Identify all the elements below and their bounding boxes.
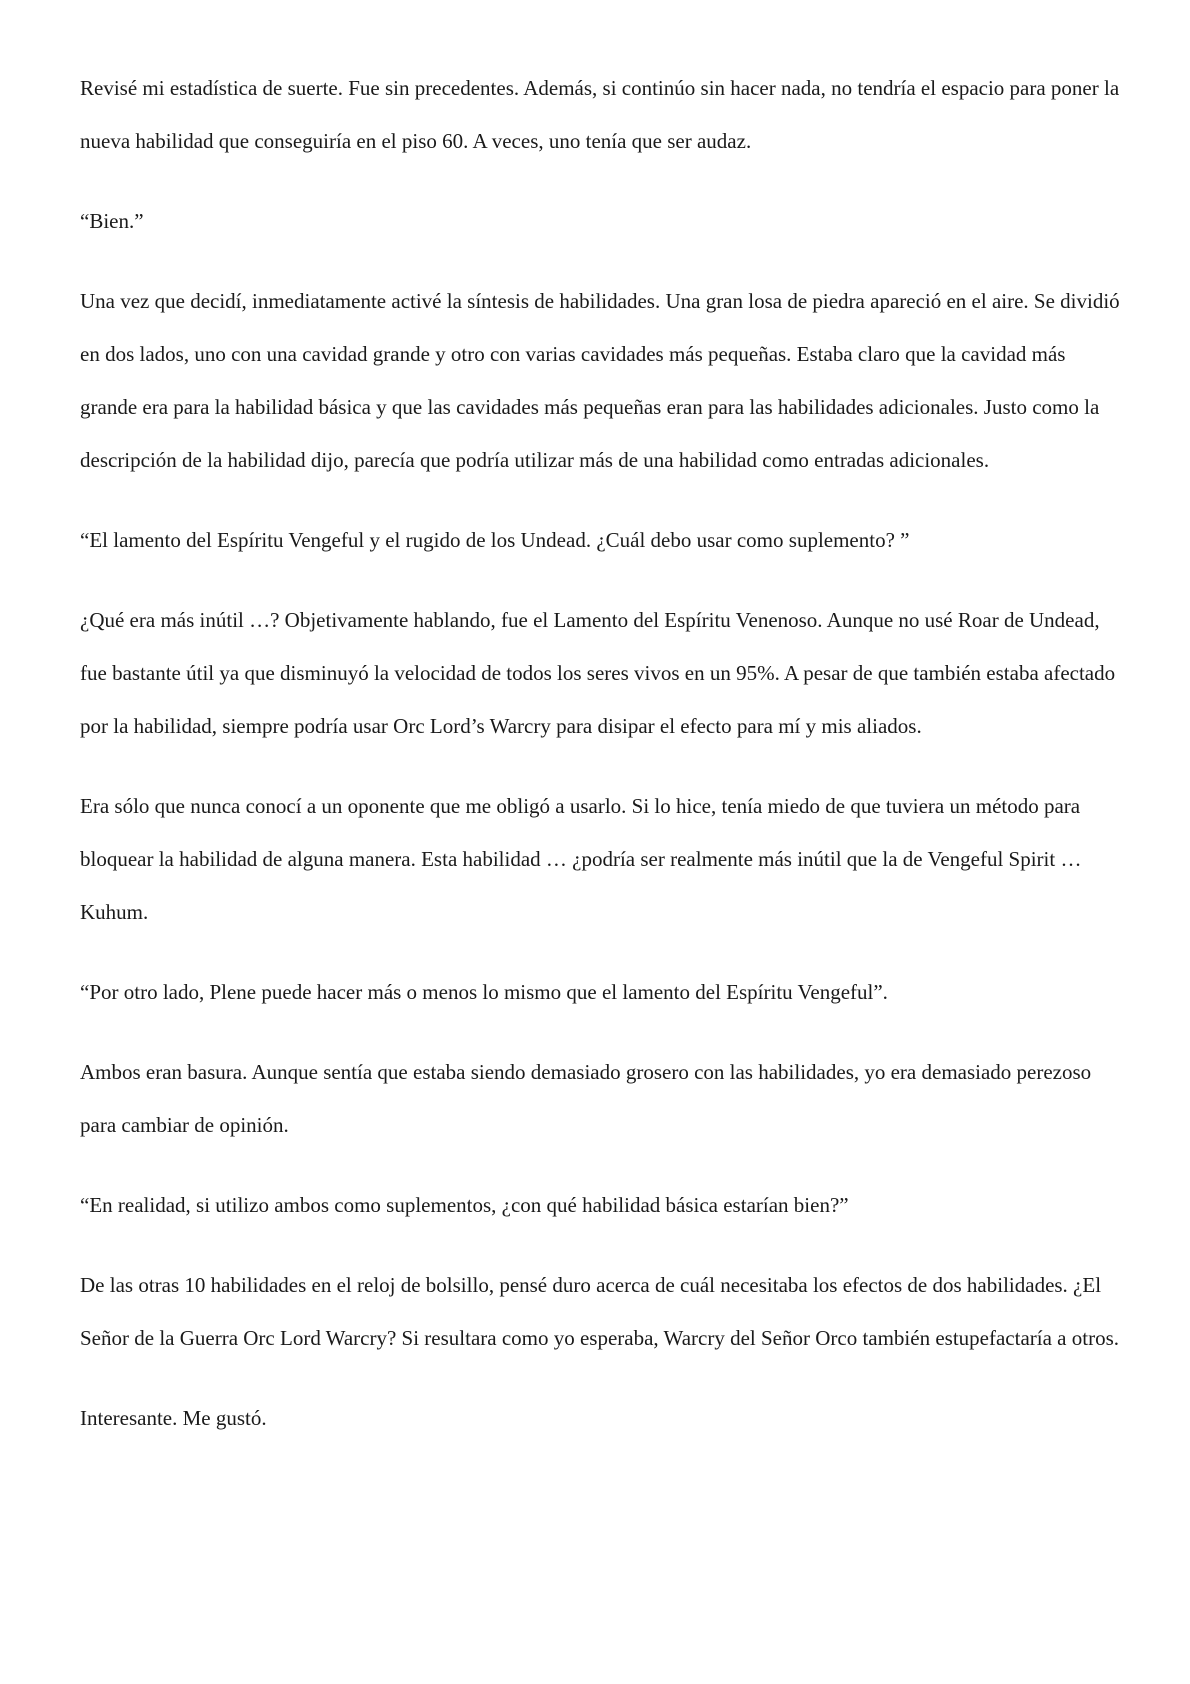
paragraph-1: Revisé mi estadística de suerte. Fue sin precedentes. Además, si continúo sin hacer nada, no tendría el espacio para poner la nueva habilidad que conseguiría en el piso 60. A veces, uno tenía que ser audaz.	[80, 76, 1120, 153]
paragraph-7: “Por otro lado, Plene puede hacer más o menos lo mismo que el lamento del Espíritu Vengeful”.	[80, 980, 888, 1004]
paragraph-9: “En realidad, si utilizo ambos como suplementos, ¿con qué habilidad básica estarían bien?”	[80, 1193, 849, 1217]
paragraph-10: De las otras 10 habilidades en el reloj de bolsillo, pensé duro acerca de cuál necesitaba los efectos de dos habilidades. ¿El Señor de la Guerra Orc Lord Warcry? Si resultara como yo esperaba, Warcry del Señor Orco también estupefactaría a otros.	[80, 1273, 1119, 1350]
paragraph-2: “Bien.”	[80, 209, 144, 233]
paragraph-11: Interesante. Me gustó.	[80, 1406, 267, 1430]
paragraph-5: ¿Qué era más inútil …? Objetivamente hablando, fue el Lamento del Espíritu Venenoso. Aunque no usé Roar de Undead, fue bastante útil ya que disminuyó la velocidad de todos los seres vivos en un 95%. A pesar de que también estaba afectado por la habilidad, siempre podría usar Orc Lord’s Warcry para disipar el efecto para mí y mis aliados.	[80, 608, 1116, 738]
paragraph-4: “El lamento del Espíritu Vengeful y el rugido de los Undead. ¿Cuál debo usar como suplemento? ”	[80, 528, 910, 552]
paragraph-8: Ambos eran basura. Aunque sentía que estaba siendo demasiado grosero con las habilidades, yo era demasiado perezoso para cambiar de opinión.	[80, 1060, 1092, 1137]
document-page	[80, 62, 1120, 1472]
paragraph-3: Una vez que decidí, inmediatamente activé la síntesis de habilidades. Una gran losa de piedra apareció en el aire. Se dividió en dos lados, uno con una cavidad grande y otro con varias cavidades más pequeñas. Estaba claro que la cavidad más grande era para la habilidad básica y que las cavidades más pequeñas eran para las habilidades adicionales. Justo como la descripción de la habilidad dijo, parecía que podría utilizar más de una habilidad como entradas adicionales.	[80, 289, 1120, 472]
paragraph-6: Era sólo que nunca conocí a un oponente que me obligó a usarlo. Si lo hice, tenía miedo de que tuviera un método para bloquear la habilidad de alguna manera. Esta habilidad … ¿podría ser realmente más inútil que la de Vengeful Spirit … Kuhum.	[80, 794, 1082, 924]
